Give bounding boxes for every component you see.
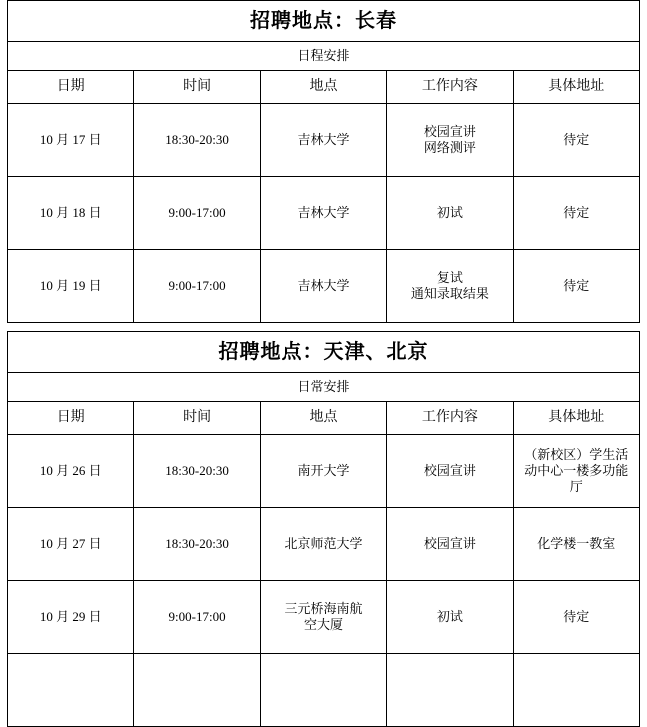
cell-address-line: 待定 — [563, 131, 590, 147]
cell-date: 10 月 18 日 — [8, 177, 134, 250]
cell-date: 10 月 29 日 — [8, 581, 134, 654]
table-title-row — [8, 1, 640, 42]
cell-time: 9:00-17:00 — [134, 177, 260, 250]
cell-place-line: 空大厦 — [303, 617, 343, 632]
cell-address — [513, 654, 639, 727]
cell-address — [513, 104, 639, 177]
column-header-time: 时间 — [134, 71, 260, 104]
table-subtitle-row — [8, 373, 640, 402]
table-row — [8, 177, 640, 250]
cell-address-line: 待定 — [563, 608, 590, 624]
cell-address-line: 化学楼一教室 — [537, 535, 616, 551]
column-header-place: 地点 — [260, 402, 386, 435]
cell-time: 18:30-20:30 — [134, 104, 260, 177]
cell-work — [387, 250, 513, 323]
table-row — [8, 581, 640, 654]
column-header-address: 具体地址 — [513, 402, 639, 435]
cell-work-line: 校园宣讲 — [423, 535, 476, 551]
cell-address — [513, 435, 639, 508]
cell-place — [260, 104, 386, 177]
cell-date: 10 月 26 日 — [8, 435, 134, 508]
table-row-partial — [8, 654, 640, 727]
cell-time: 18:30-20:30 — [134, 435, 260, 508]
cell-address-line: 动中心一楼多功能 — [524, 462, 629, 478]
cell-work-line: 复试 — [436, 269, 463, 285]
table-row — [8, 508, 640, 581]
cell-date: 10 月 19 日 — [8, 250, 134, 323]
table-row — [8, 435, 640, 508]
cell-place — [260, 177, 386, 250]
cell-work-line: 网络测评 — [423, 140, 476, 155]
cell-work-line: 校园宣讲 — [423, 462, 476, 478]
section-subtitle: 日程安排 — [8, 42, 640, 71]
cell-work-line: 通知录取结果 — [410, 286, 489, 301]
cell-address — [513, 581, 639, 654]
cell-work-line: 初试 — [436, 204, 463, 220]
cell-place — [260, 435, 386, 508]
cell-place-line: 吉林大学 — [297, 277, 350, 293]
cell-address-line: 厅 — [569, 479, 583, 495]
cell-place-line: 南开大学 — [297, 462, 350, 478]
column-header-address: 具体地址 — [513, 71, 639, 104]
column-header-place: 地点 — [260, 71, 386, 104]
cell-address-line: 待定 — [563, 277, 590, 293]
cell-place-line: 吉林大学 — [297, 131, 350, 147]
schedule-table-changchun — [7, 0, 640, 323]
cell-address — [513, 508, 639, 581]
column-header-date: 日期 — [8, 402, 134, 435]
section-title: 招聘地点：天津、北京 — [8, 332, 640, 373]
cell-work — [387, 581, 513, 654]
cell-time — [134, 654, 260, 727]
cell-place — [260, 654, 386, 727]
cell-work — [387, 177, 513, 250]
cell-date — [8, 654, 134, 727]
table-row — [8, 250, 640, 323]
table-title-row — [8, 332, 640, 373]
section-title: 招聘地点：长春 — [8, 1, 640, 42]
table-header-row — [8, 71, 640, 104]
table-header-row — [8, 402, 640, 435]
cell-work — [387, 104, 513, 177]
section-spacer — [0, 323, 647, 331]
cell-work — [387, 435, 513, 508]
cell-address-line: （新校区）学生活 — [524, 446, 629, 462]
cell-place — [260, 250, 386, 323]
cell-time: 18:30-20:30 — [134, 508, 260, 581]
schedule-table-tianjin-beijing — [7, 331, 640, 727]
cell-date: 10 月 17 日 — [8, 104, 134, 177]
cell-time: 9:00-17:00 — [134, 250, 260, 323]
column-header-date: 日期 — [8, 71, 134, 104]
section-subtitle: 日常安排 — [8, 373, 640, 402]
cell-address — [513, 250, 639, 323]
cell-place — [260, 581, 386, 654]
column-header-work: 工作内容 — [387, 71, 513, 104]
cell-work — [387, 508, 513, 581]
cell-work-line: 校园宣讲 — [423, 123, 476, 139]
cell-place-line: 三元桥海南航 — [284, 600, 363, 616]
table-subtitle-row — [8, 42, 640, 71]
table-row — [8, 104, 640, 177]
cell-work — [387, 654, 513, 727]
cell-work-line: 初试 — [436, 608, 463, 624]
cell-time: 9:00-17:00 — [134, 581, 260, 654]
cell-place — [260, 508, 386, 581]
column-header-work: 工作内容 — [387, 402, 513, 435]
cell-address — [513, 177, 639, 250]
cell-place-line: 北京师范大学 — [284, 535, 363, 551]
cell-date: 10 月 27 日 — [8, 508, 134, 581]
cell-address-line: 待定 — [563, 204, 590, 220]
cell-place-line: 吉林大学 — [297, 204, 350, 220]
column-header-time: 时间 — [134, 402, 260, 435]
